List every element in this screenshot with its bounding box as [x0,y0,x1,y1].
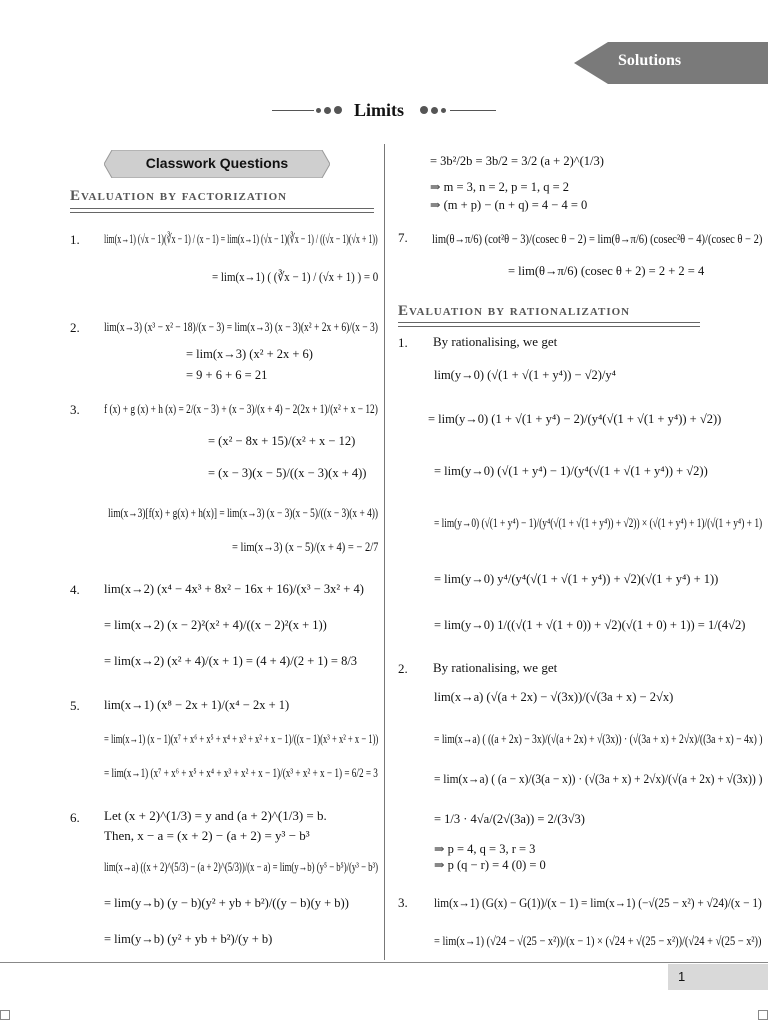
question-number: 3. [70,402,80,417]
question-number: 6. [70,810,80,825]
title-dot [324,107,331,114]
math-line: lim(x→2) (x⁴ − 4x³ + 8x² − 16x + 16)/(x³ − 3x² + 4) [104,582,364,596]
question-number: 2. [398,661,408,676]
section-rule [70,208,374,213]
section-heading-factorization: Evaluation by factorization [70,188,288,204]
question-number: 2. [70,320,80,335]
corner-mark [0,1010,10,1020]
title-dot [334,106,342,114]
math-line: ⇒ p (q − r) = 4 (0) = 0 [434,858,546,872]
banner-label: Classwork Questions [145,155,289,171]
question-number: 7. [398,230,408,245]
footer-rule [0,962,768,963]
math-line: = lim(x→1) (x⁷ + x⁶ + x⁵ + x⁴ + x³ + x² + x − 1)/(x³ + x² + x − 1) = 6/2 = 3 [104,766,378,780]
math-line: = lim(x→1) ( (∛x − 1) / (√x + 1) ) = 0 [212,270,379,284]
math-line: = lim(y→0) (1 + √(1 + y⁴) − 2)/(y⁴(√(1 + √(1 + y⁴)) + √2)) [428,412,722,426]
section-heading-rationalization: Evaluation by rationalization [398,303,631,319]
math-line: ⇒ p = 4, q = 3, r = 3 [434,842,536,856]
math-line: = lim(y→b) (y − b)(y² + yb + b²)/((y − b)(y + b)) [104,896,349,910]
question-number: 1. [70,232,80,247]
math-line: = lim(x→a) ( (a − x)/(3(a − x)) · (√(3a + x) + 2√x)/(√(a + 2x) + √(3x)) ) [434,772,763,786]
solutions-label: Solutions [618,52,682,69]
math-line: = lim(θ→π/6) (cosec θ + 2) = 2 + 2 = 4 [508,264,705,278]
title-dot [420,106,428,114]
math-line: = 3b²/2b = 3b/2 = 3/2 (a + 2)^(1/3) [430,154,604,168]
math-line: = lim(y→b) (y² + yb + b²)/(y + b) [104,932,273,946]
math-line: = lim(x→3) (x − 5)/(x + 4) = − 2/7 [232,540,379,554]
title-dot [316,108,321,113]
math-line: = lim(x→2) (x² + 4)/(x + 1) = (4 + 4)/(2 + 1) = 8/3 [104,654,358,668]
math-line: lim(x→3) (x³ − x² − 18)/(x − 3) = lim(x→3) (x − 3)(x² + 2x + 6)/(x − 3) [104,320,378,334]
math-line: = lim(y→0) 1/((√(1 + √(1 + 0)) + √2)(√(1 + 0) + 1)) = 1/(4√2) [434,618,746,632]
math-line: = 9 + 6 + 6 = 21 [186,368,268,382]
math-line: lim(x→a) ((x + 2)^(5/3) − (a + 2)^(5/3))/(x − a) = lim(y→b) (y⁵ − b⁵)/(y³ − b³) [104,860,379,874]
intro-text: By rationalising, we get [433,334,558,349]
question-number: 3. [398,895,408,910]
title-dot [431,107,438,114]
math-line: = lim(x→2) (x − 2)²(x² + 4)/((x − 2)²(x + 1)) [104,618,327,632]
page-number: 1 [678,969,686,984]
page-title-row [272,100,498,122]
math-line: = lim(y→0) (√(1 + y⁴) − 1)/(y⁴(√(1 + √(1 + y⁴)) + √2)) [434,464,708,478]
page-number-box [668,964,768,990]
math-line: = lim(x→1) (x − 1)(x⁷ + x⁶ + x⁵ + x⁴ + x³ + x² + x − 1)/((x − 1)(x³ + x² + x − 1)) [104,732,379,746]
math-line: lim(x→3)[f(x) + g(x) + h(x)] = lim(x→3) (x − 3)(x − 5)/((x − 3)(x + 4)) [108,506,379,520]
title-rule-right [450,110,496,111]
classwork-banner [104,150,330,178]
math-line: = lim(x→a) ( ((a + 2x) − 3x)/(√(a + 2x) + √(3x)) · (√(3a + x) + 2√x)/((3a + x) − 4x) ) [434,732,763,746]
math-line: lim(y→0) (√(1 + √(1 + y⁴)) − √2)/y⁴ [434,368,617,382]
math-line: lim(x→1) (√x − 1)(∛x − 1) / (x − 1) = lim(x→1) (√x − 1)(∛x − 1) / ((√x − 1)(√x + 1)) [104,232,378,246]
math-line: lim(x→1) (x⁸ − 2x + 1)/(x⁴ − 2x + 1) [104,698,290,712]
question-number: 4. [70,582,80,597]
math-line: lim(x→a) (√(a + 2x) − √(3x))/(√(3a + x) − 2√x) [434,690,674,704]
math-line: = lim(y→0) y⁴/(y⁴(√(1 + √(1 + y⁴)) + √2)(√(1 + y⁴) + 1)) [434,572,719,586]
math-line: ⇒ m = 3, n = 2, p = 1, q = 2 [430,180,570,194]
column-divider [384,144,385,960]
page-title: Limits [354,100,405,120]
math-line: = lim(y→0) (√(1 + y⁴) − 1)/(y⁴(√(1 + √(1 + y⁴)) + √2)) × (√(1 + y⁴) + 1)/(√(1 + y⁴) + 1) [434,516,763,530]
math-line: = (x − 3)(x − 5)/((x − 3)(x + 4)) [208,466,367,480]
math-line: Let (x + 2)^(1/3) = y and (a + 2)^(1/3) = b. [104,808,327,823]
intro-text: By rationalising, we get [433,660,558,675]
section-rule [398,322,700,327]
math-line: lim(θ→π/6) (cot²θ − 3)/(cosec θ − 2) = lim(θ→π/6) (cosec²θ − 4)/(cosec θ − 2) [432,232,763,246]
math-line: lim(x→1) (G(x) − G(1))/(x − 1) = lim(x→1) (−√(25 − x²) + √24)/(x − 1) [434,896,762,910]
math-line: = lim(x→1) (√24 − √(25 − x²))/(x − 1) × (√24 + √(25 − x²))/(√24 + √(25 − x²)) [434,934,762,948]
question-number: 1. [398,335,408,350]
math-line: Then, x − a = (x + 2) − (a + 2) = y³ − b³ [104,828,310,843]
math-line: = (x² − 8x + 15)/(x² + x − 12) [208,434,356,448]
question-number: 5. [70,698,80,713]
math-line: = 1/3 · 4√a/(2√(3a)) = 2/(3√3) [434,812,585,826]
corner-mark [758,1010,768,1020]
title-dot [441,108,446,113]
math-line: = lim(x→3) (x² + 2x + 6) [186,347,313,361]
title-rule-left [272,110,314,111]
math-line: ⇒ (m + p) − (n + q) = 4 − 4 = 0 [430,198,588,212]
solutions-tab [574,42,768,84]
math-line: f (x) + g (x) + h (x) = 2/(x − 3) + (x − 3)/(x + 4) − 2(2x + 1)/(x² + x − 12) [104,402,378,416]
